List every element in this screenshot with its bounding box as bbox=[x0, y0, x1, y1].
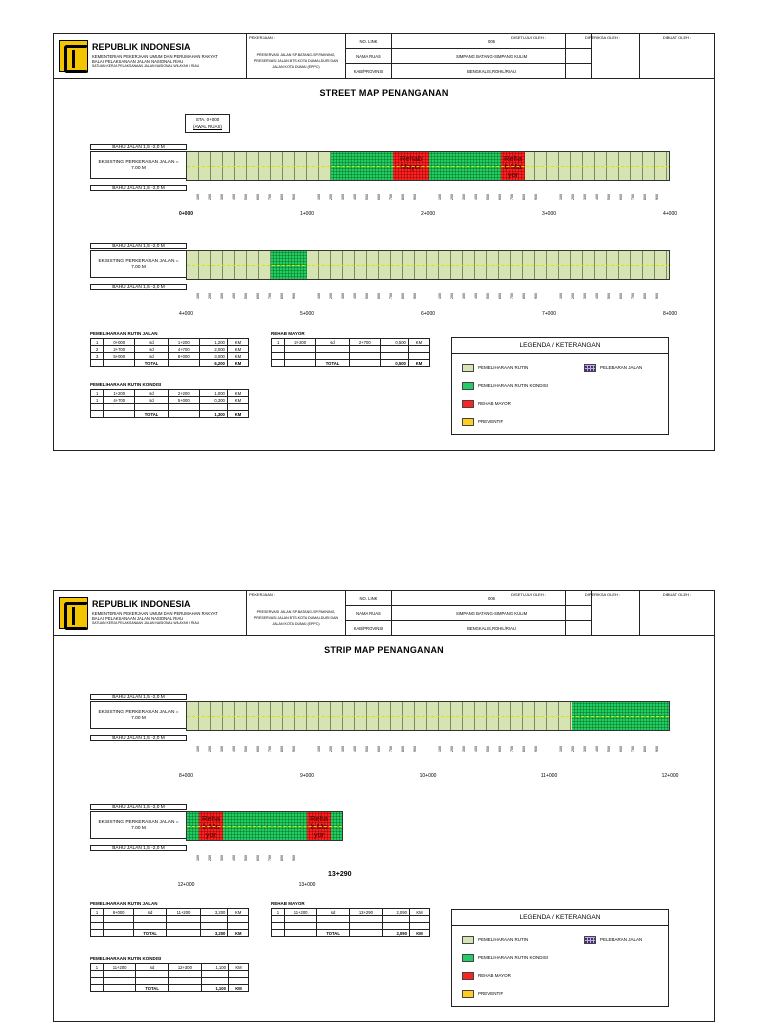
bahu-bottom-label: BAHU JALAN 1,5 -2,0 M bbox=[90, 284, 187, 290]
km-label: 2+000 bbox=[420, 211, 436, 217]
tick-label: 400 bbox=[232, 293, 236, 299]
tick-label: 300 bbox=[341, 746, 345, 752]
tick-label: 500 bbox=[607, 746, 611, 752]
tick-label: 100 bbox=[317, 293, 321, 299]
km-label: 7+000 bbox=[541, 311, 557, 317]
kondisi-table-title: PEMELIHARAAN RUTIN KONDISI bbox=[90, 956, 162, 961]
tick-label: 800 bbox=[643, 746, 647, 752]
tick-label: 600 bbox=[256, 293, 260, 299]
bahu-top-label: BAHU JALAN 1,5 -2,0 M bbox=[90, 243, 187, 249]
legend-item: PEMELIHARAAN RUTIN KONDISI bbox=[478, 955, 549, 960]
table-total-row: TOTAL 1,100 KM bbox=[91, 985, 249, 992]
km-label: 1+000 bbox=[299, 211, 315, 217]
tick-label: 800 bbox=[280, 855, 284, 861]
tick-label: 100 bbox=[196, 194, 200, 200]
tick-label: 700 bbox=[268, 855, 272, 861]
legend-swatch bbox=[462, 382, 474, 390]
table-row: 1 0+000 sd 1+200 1,200 KM bbox=[91, 339, 249, 346]
tick-label: 900 bbox=[413, 746, 417, 752]
km-label: 13+000 bbox=[298, 882, 316, 888]
disetujui-cell: DISETUJUI OLEH : bbox=[492, 591, 566, 636]
disetujui-cell: DISETUJUI OLEH : bbox=[492, 34, 566, 79]
legend-swatch bbox=[462, 954, 474, 962]
tick-label: 200 bbox=[329, 746, 333, 752]
tick-label: 700 bbox=[631, 746, 635, 752]
bahu-bottom-label: BAHU JALAN 1,5 -2,0 M bbox=[90, 735, 187, 741]
tick-label: 900 bbox=[534, 194, 538, 200]
tick-label: 100 bbox=[559, 746, 563, 752]
org-name: REPUBLIK INDONESIA bbox=[92, 42, 191, 52]
tick-label: 200 bbox=[329, 293, 333, 299]
kondisi-table-title: PEMELIHARAAN RUTIN KONDISI bbox=[90, 382, 162, 387]
tick-label: 500 bbox=[244, 855, 248, 861]
table-row: 3 5+000 sd 8+000 3,000 KM bbox=[91, 353, 249, 360]
legend bbox=[451, 909, 669, 1007]
org-block bbox=[54, 591, 247, 636]
tick-label: 400 bbox=[232, 194, 236, 200]
tick-label: 700 bbox=[631, 194, 635, 200]
tick-label: 200 bbox=[571, 293, 575, 299]
legend-swatch bbox=[584, 364, 596, 372]
tick-label: 400 bbox=[232, 855, 236, 861]
tick-label: 600 bbox=[619, 194, 623, 200]
segment-rehab-mayor: Reha b Ma yor bbox=[199, 812, 223, 840]
km-label: 12+000 bbox=[177, 882, 195, 888]
legend-swatch bbox=[584, 936, 596, 944]
perkerasan-label: EKSISTING PERKERASAN JALAN = 7.00 M bbox=[90, 151, 187, 179]
legend-swatch bbox=[462, 400, 474, 408]
tick-label: 500 bbox=[607, 194, 611, 200]
kondisi-table bbox=[90, 963, 249, 992]
tick-label: 300 bbox=[462, 746, 466, 752]
rehab-table-title: REHAB MAYOR bbox=[271, 901, 305, 906]
table-row bbox=[272, 923, 430, 930]
tick-label: 200 bbox=[450, 194, 454, 200]
tick-label: 500 bbox=[486, 746, 490, 752]
tick-label: 200 bbox=[450, 293, 454, 299]
tick-label: 600 bbox=[498, 293, 502, 299]
segment-rehab-mayor: Reha b Ma yor bbox=[501, 152, 525, 180]
tick-label: 300 bbox=[220, 293, 224, 299]
tick-label: 800 bbox=[643, 293, 647, 299]
tick-label: 200 bbox=[329, 194, 333, 200]
map-title: STREET MAP PENANGANAN bbox=[319, 88, 449, 98]
tick-label: 300 bbox=[462, 293, 466, 299]
tick-label: 600 bbox=[256, 194, 260, 200]
bahu-bottom-label: BAHU JALAN 1,5 -2,0 M bbox=[90, 185, 187, 191]
end-sta-label: 13+290 bbox=[328, 871, 352, 878]
tick-label: 700 bbox=[510, 194, 514, 200]
km-label: 10+000 bbox=[419, 773, 437, 779]
tick-label: 400 bbox=[232, 746, 236, 752]
tick-label: 400 bbox=[353, 293, 357, 299]
tick-label: 200 bbox=[571, 746, 575, 752]
perkerasan-label: EKSISTING PERKERASAN JALAN = 7.00 M bbox=[90, 811, 187, 839]
org-details: KEMENTERIAN PEKERJAAN UMUM DAN PERUMAHAN RAKYAT BALAI PELAKSANAAN JALAN NASIONAL RIAU SATUAN KERJA PELAKSANAAN JALAN NASIONAL WILAYAH I RIAU bbox=[92, 54, 218, 68]
tick-label: 800 bbox=[522, 194, 526, 200]
tick-label: 800 bbox=[280, 293, 284, 299]
km-label: 8+000 bbox=[662, 311, 678, 317]
tick-label: 100 bbox=[438, 194, 442, 200]
table-total-row: TOTAL 2,090 KM bbox=[272, 930, 430, 937]
tick-label: 300 bbox=[341, 293, 345, 299]
link-block: NO. LINK 006 NAMA RUAS SIMPANG BATANG-SIMPANG KULIM KAB/PROVINSI BENGKALIS,ROHIL/RIAU bbox=[346, 591, 592, 636]
legend-swatch bbox=[462, 936, 474, 944]
tick-label: 300 bbox=[220, 194, 224, 200]
tick-label: 100 bbox=[438, 293, 442, 299]
tick-label: 600 bbox=[498, 746, 502, 752]
rehab-table bbox=[271, 908, 430, 937]
tick-label: 900 bbox=[413, 293, 417, 299]
tick-label: 900 bbox=[292, 746, 296, 752]
tick-label: 300 bbox=[462, 194, 466, 200]
km-label: 9+000 bbox=[299, 773, 315, 779]
tick-label: 300 bbox=[341, 194, 345, 200]
legend-item: PELEBARAN JALAN bbox=[600, 365, 643, 370]
table-row: 1 1+200 sd 2+200 1,000 KM bbox=[91, 390, 249, 397]
table-row: 1 2+200 sd 2+700 0,500 KM bbox=[272, 339, 430, 346]
tick-label: 400 bbox=[353, 194, 357, 200]
tick-label: 300 bbox=[220, 855, 224, 861]
table-row bbox=[272, 353, 430, 360]
tick-label: 600 bbox=[377, 293, 381, 299]
table-row: 1 11+200 sd 13+290 2,090 KM bbox=[272, 909, 430, 916]
tick-label: 100 bbox=[317, 194, 321, 200]
tick-label: 800 bbox=[280, 746, 284, 752]
tick-label: 300 bbox=[583, 746, 587, 752]
table-row bbox=[272, 916, 430, 923]
km-label: 4+000 bbox=[662, 211, 678, 217]
tick-label: 400 bbox=[595, 194, 599, 200]
rutin-table-title: PEMELIHARAAN RUTIN JALAN bbox=[90, 331, 158, 336]
km-label: 0+000 bbox=[178, 211, 194, 217]
pu-logo-icon bbox=[59, 597, 88, 629]
segment-rehab-mayor: Rehab Mayor bbox=[393, 152, 429, 180]
tick-label: 900 bbox=[292, 293, 296, 299]
legend-swatch bbox=[462, 990, 474, 998]
km-label: 8+000 bbox=[178, 773, 194, 779]
tick-label: 100 bbox=[317, 746, 321, 752]
bahu-top-label: BAHU JALAN 1,5 -2,0 M bbox=[90, 694, 187, 700]
rehab-table bbox=[271, 338, 430, 367]
legend-swatch bbox=[462, 418, 474, 426]
sheet-header bbox=[54, 34, 714, 79]
strip-row-1 bbox=[186, 151, 670, 181]
tick-label: 100 bbox=[196, 746, 200, 752]
tick-label: 800 bbox=[401, 194, 405, 200]
bahu-top-label: BAHU JALAN 1,5 -2,0 M bbox=[90, 144, 187, 150]
tick-label: 200 bbox=[208, 746, 212, 752]
tick-label: 500 bbox=[244, 293, 248, 299]
tick-label: 100 bbox=[438, 746, 442, 752]
link-block: NO. LINK 006 NAMA RUAS SIMPANG BATANG-SIMPANG KULIM KAB/PROVINSI BENGKALIS,ROHIL/RIAU bbox=[346, 34, 592, 79]
strip-row-2 bbox=[186, 250, 670, 280]
legend-item: REHAB MAYOR bbox=[478, 973, 511, 978]
tick-label: 800 bbox=[522, 746, 526, 752]
legend-item: REHAB MAYOR bbox=[478, 401, 511, 406]
sheet-strip-map bbox=[53, 590, 715, 1022]
legend-title: LEGENDA / KETERANGAN bbox=[452, 910, 668, 926]
tick-label: 500 bbox=[486, 194, 490, 200]
table-row: 1 11+200 sd 12+300 1,100 KM bbox=[91, 964, 249, 971]
tick-labels-row-2 bbox=[186, 855, 346, 873]
bahu-top-label: BAHU JALAN 1,5 -2,0 M bbox=[90, 804, 187, 810]
table-row: 2 2+700 sd 4+700 2,000 KM bbox=[91, 346, 249, 353]
dibuat-cell: DIBUAT OLEH : bbox=[662, 35, 692, 40]
table-row bbox=[272, 346, 430, 353]
table-total-row: TOTAL 6,200 KM bbox=[91, 360, 249, 367]
tick-label: 900 bbox=[655, 194, 659, 200]
perkerasan-label: EKSISTING PERKERASAN JALAN = 7.00 M bbox=[90, 701, 187, 729]
tick-label: 700 bbox=[268, 746, 272, 752]
tick-label: 100 bbox=[559, 194, 563, 200]
tick-label: 900 bbox=[413, 194, 417, 200]
legend-item: PEMELIHARAAN RUTIN bbox=[478, 937, 529, 942]
tick-label: 600 bbox=[377, 194, 381, 200]
legend bbox=[451, 337, 669, 435]
km-label: 6+000 bbox=[420, 311, 436, 317]
tick-label: 800 bbox=[401, 293, 405, 299]
legend-item: PREVENTIF bbox=[478, 419, 504, 424]
tick-label: 500 bbox=[607, 293, 611, 299]
tick-label: 700 bbox=[268, 293, 272, 299]
tick-labels-row-2 bbox=[186, 293, 670, 311]
diperiksa-cell: DIPERIKSA OLEH : bbox=[566, 34, 640, 79]
tick-label: 300 bbox=[583, 194, 587, 200]
map-title: STRIP MAP PENANGANAN bbox=[324, 645, 444, 655]
table-row bbox=[91, 916, 249, 923]
pekerjaan-block: PEKERJAAN : PRESERVASI JALAN SP.BATANG-SP.PAKNING, PRESERVASI JALAN BTS.KOTA DUMAI-DURI DAN JALAN KOTA DUMAI (EPPC) bbox=[247, 591, 346, 636]
tick-label: 600 bbox=[619, 293, 623, 299]
table-row bbox=[91, 404, 249, 411]
tick-label: 200 bbox=[208, 855, 212, 861]
tick-label: 600 bbox=[498, 194, 502, 200]
strip-row-1 bbox=[186, 701, 670, 731]
segment-rehab-mayor: Reha b Ma yor bbox=[307, 812, 331, 840]
table-row: 1 4+700 sd 5+000 0,300 KM bbox=[91, 397, 249, 404]
tick-label: 700 bbox=[268, 194, 272, 200]
tick-label: 600 bbox=[256, 746, 260, 752]
pekerjaan-block: PEKERJAAN : PRESERVASI JALAN SP.BATANG-SP.PAKNING, PRESERVASI JALAN BTS.KOTA DUMAI-DURI DAN JALAN KOTA DUMAI (EPPC) bbox=[247, 34, 346, 79]
table-total-row: TOTAL 3,200 KM bbox=[91, 930, 249, 937]
tick-label: 300 bbox=[583, 293, 587, 299]
tick-labels-row-1 bbox=[186, 194, 670, 212]
tick-label: 500 bbox=[244, 194, 248, 200]
table-total-row: TOTAL 1,300 KM bbox=[91, 411, 249, 418]
tick-label: 700 bbox=[389, 194, 393, 200]
tick-label: 500 bbox=[365, 194, 369, 200]
sta-awal: STA. 0+000 (AWAL RUAS) bbox=[185, 114, 230, 133]
tick-label: 900 bbox=[655, 293, 659, 299]
perkerasan-label: EKSISTING PERKERASAN JALAN = 7.00 M bbox=[90, 250, 187, 278]
tick-label: 200 bbox=[208, 194, 212, 200]
sheet-street-map bbox=[53, 33, 715, 451]
tick-label: 400 bbox=[595, 746, 599, 752]
table-row: 1 8+000 sd 11+200 3,200 KM bbox=[91, 909, 249, 916]
tick-label: 400 bbox=[474, 293, 478, 299]
table-row bbox=[91, 971, 249, 978]
tick-label: 400 bbox=[474, 194, 478, 200]
table-row bbox=[91, 923, 249, 930]
rutin-table-title: PEMELIHARAAN RUTIN JALAN bbox=[90, 901, 158, 906]
tick-label: 900 bbox=[655, 746, 659, 752]
tick-label: 700 bbox=[510, 293, 514, 299]
legend-item: PREVENTIF bbox=[478, 991, 504, 996]
tick-label: 400 bbox=[595, 293, 599, 299]
tick-label: 900 bbox=[534, 746, 538, 752]
tick-label: 700 bbox=[389, 293, 393, 299]
bahu-bottom-label: BAHU JALAN 1,5 -2,0 M bbox=[90, 845, 187, 851]
org-details: KEMENTERIAN PEKERJAAN UMUM DAN PERUMAHAN RAKYAT BALAI PELAKSANAAN JALAN NASIONAL RIAU SATUAN KERJA PELAKSANAAN JALAN NASIONAL WILAYAH I RIAU bbox=[92, 611, 218, 625]
tick-label: 400 bbox=[474, 746, 478, 752]
tick-label: 600 bbox=[256, 855, 260, 861]
km-label: 4+000 bbox=[178, 311, 194, 317]
org-block bbox=[54, 34, 247, 79]
km-label: 12+000 bbox=[661, 773, 679, 779]
strip-row-2 bbox=[186, 811, 343, 841]
tick-label: 200 bbox=[450, 746, 454, 752]
tick-label: 100 bbox=[196, 293, 200, 299]
legend-item: PEMELIHARAAN RUTIN bbox=[478, 365, 529, 370]
km-label: 3+000 bbox=[541, 211, 557, 217]
kondisi-table bbox=[90, 389, 249, 418]
tick-label: 900 bbox=[292, 194, 296, 200]
tick-label: 900 bbox=[292, 855, 296, 861]
table-row bbox=[91, 978, 249, 985]
legend-swatch bbox=[462, 364, 474, 372]
tick-label: 500 bbox=[365, 746, 369, 752]
tick-label: 500 bbox=[486, 293, 490, 299]
km-label: 5+000 bbox=[299, 311, 315, 317]
tick-label: 500 bbox=[365, 293, 369, 299]
tick-label: 800 bbox=[643, 194, 647, 200]
rutin-table bbox=[90, 338, 249, 367]
tick-label: 200 bbox=[571, 194, 575, 200]
tick-label: 400 bbox=[353, 746, 357, 752]
tick-label: 600 bbox=[619, 746, 623, 752]
sheet-header bbox=[54, 591, 714, 636]
tick-label: 700 bbox=[510, 746, 514, 752]
tick-label: 100 bbox=[559, 293, 563, 299]
diperiksa-cell: DIPERIKSA OLEH : bbox=[566, 591, 640, 636]
tick-label: 100 bbox=[196, 855, 200, 861]
tick-label: 700 bbox=[631, 293, 635, 299]
tick-label: 800 bbox=[522, 293, 526, 299]
legend-item: PEMELIHARAAN RUTIN KONDISI bbox=[478, 383, 549, 388]
tick-labels-row-1 bbox=[186, 746, 670, 764]
legend-title: LEGENDA / KETERANGAN bbox=[452, 338, 668, 354]
legend-item: PELEBARAN JALAN bbox=[600, 937, 643, 942]
rutin-table bbox=[90, 908, 249, 937]
tick-label: 800 bbox=[401, 746, 405, 752]
tick-label: 300 bbox=[220, 746, 224, 752]
tick-label: 500 bbox=[244, 746, 248, 752]
rehab-table-title: REHAB MAYOR bbox=[271, 331, 305, 336]
tick-label: 700 bbox=[389, 746, 393, 752]
tick-label: 200 bbox=[208, 293, 212, 299]
legend-swatch bbox=[462, 972, 474, 980]
dibuat-cell: DIBUAT OLEH : bbox=[662, 592, 692, 597]
pu-logo-icon bbox=[59, 40, 88, 72]
tick-label: 600 bbox=[377, 746, 381, 752]
tick-label: 900 bbox=[534, 293, 538, 299]
table-total-row: TOTAL 0,500 KM bbox=[272, 360, 430, 367]
km-label: 11+000 bbox=[540, 773, 558, 779]
org-name: REPUBLIK INDONESIA bbox=[92, 599, 191, 609]
tick-label: 800 bbox=[280, 194, 284, 200]
